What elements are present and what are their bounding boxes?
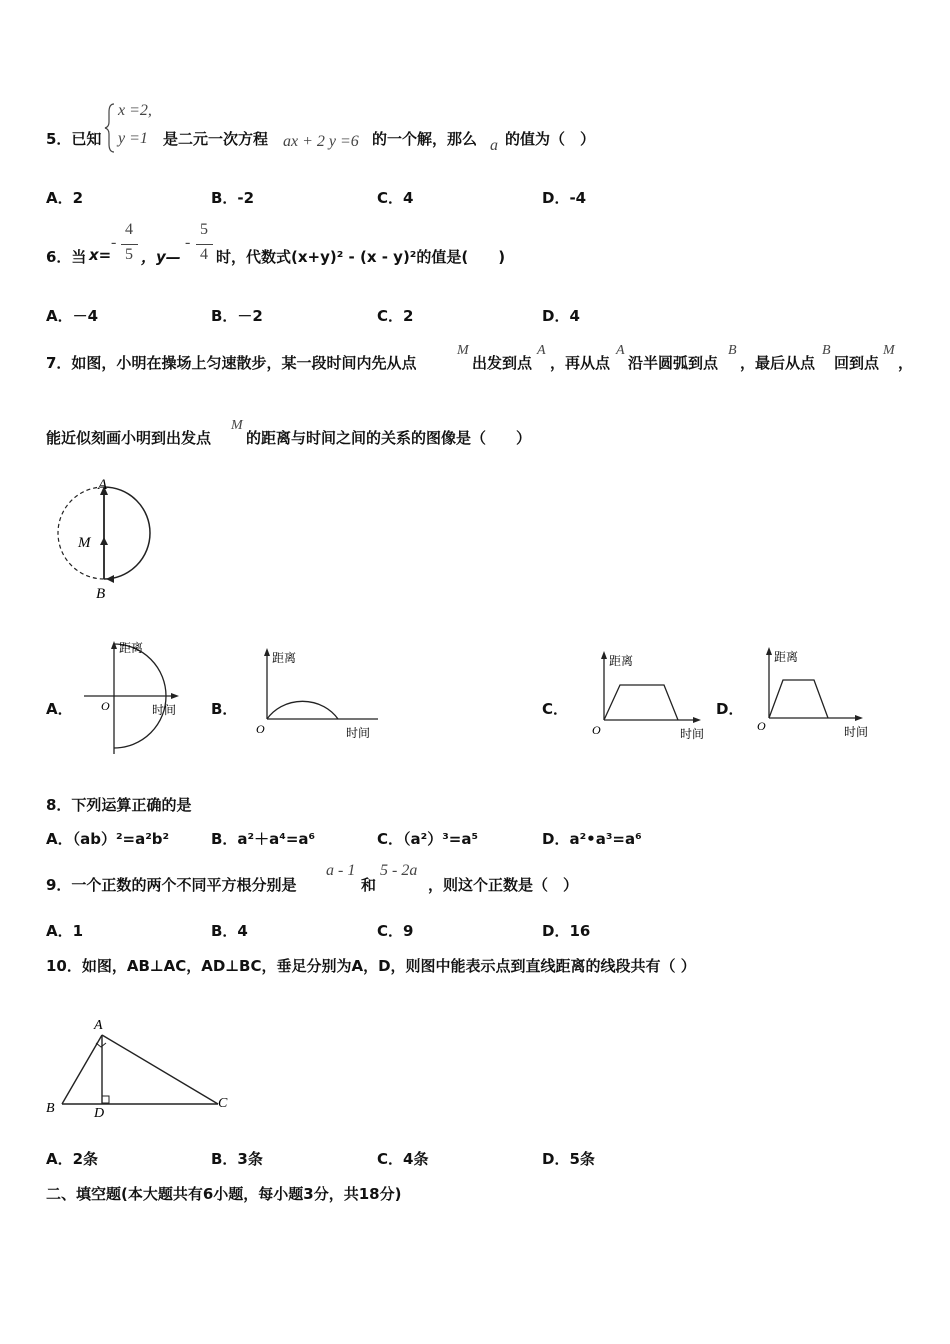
q6-x-frac-num: 4	[125, 221, 133, 238]
q6-stem-rest: 时，代数式(x+y)² - (x - y)²的值是( )	[216, 248, 506, 266]
q10-fig-label-d: D	[94, 1106, 105, 1120]
q9-expr1: a - 1	[326, 862, 356, 879]
q7-graph-b-ylabel: 距离	[272, 651, 297, 665]
q5-equation: ax + 2 y =6	[283, 133, 359, 150]
q5-option-b[interactable]: B．-2	[211, 189, 255, 207]
q5-variable: a	[490, 137, 498, 154]
q6-x-frac-den: 5	[125, 246, 133, 263]
q6-y-label: ，y—	[141, 248, 181, 266]
q5-option-d[interactable]: D．-4	[542, 189, 587, 207]
q9-option-c[interactable]: C．9	[377, 922, 414, 940]
section-2-title: 二、填空题(本大题共有6小题，每小题3分，共18分)	[46, 1185, 402, 1203]
q7-graph-a-xlabel: 时间	[152, 703, 177, 717]
q7-option-d[interactable]: D．	[716, 700, 744, 718]
q9-expr2: 5 - 2a	[380, 862, 418, 879]
q9-option-b[interactable]: B．4	[211, 922, 248, 940]
q10-option-b[interactable]: B．3条	[211, 1150, 263, 1168]
q6-option-b[interactable]: B．－2	[211, 307, 263, 325]
q7-fig-label-m: M	[78, 535, 91, 551]
q6-y-frac-den: 4	[200, 246, 208, 263]
q5-system-line1: x =2,	[118, 102, 152, 119]
q7-line1-d: 沿半圆弧到点	[628, 354, 719, 372]
q9-option-d[interactable]: D．16	[542, 922, 591, 940]
q7-graph-b-origin: O	[256, 722, 265, 736]
q5-stem-end: 的值为（ ）	[505, 130, 596, 148]
q6-y-frac-bar	[196, 244, 213, 245]
q8-stem: 8．下列运算正确的是	[46, 796, 192, 814]
q10-fig-label-a: A	[94, 1018, 103, 1033]
q5-number: 5．已知	[46, 130, 102, 148]
q7-graph-c-ylabel: 距离	[609, 654, 634, 668]
q10-fig-label-b: B	[46, 1101, 55, 1116]
q7-line1-f: 回到点	[834, 354, 880, 372]
q10-fig-label-c: C	[218, 1096, 228, 1111]
q7-point-m: M	[457, 343, 469, 358]
q9-stem-a: 9．一个正数的两个不同平方根分别是	[46, 876, 297, 894]
q6-y-minus: -	[185, 234, 191, 251]
q7-path-figure	[48, 475, 160, 605]
q7-point-a-2: A	[616, 343, 625, 358]
q7-option-c[interactable]: C．	[542, 700, 569, 718]
q5-option-a[interactable]: A．2	[46, 189, 84, 207]
q7-point-m-2: M	[883, 343, 895, 358]
q7-line2-a: 能近似刻画小明到出发点	[46, 429, 212, 447]
q7-graph-b	[250, 645, 380, 743]
q10-option-a[interactable]: A．2条	[46, 1150, 99, 1168]
q7-point-m-3: M	[231, 418, 243, 433]
q9-option-a[interactable]: A．1	[46, 922, 84, 940]
q8-option-c[interactable]: C．（a²）³=a⁵	[377, 830, 479, 848]
q9-stem-b: ，则这个正数是（ ）	[428, 876, 579, 894]
q7-graph-d	[752, 644, 877, 744]
q7-graph-d-xlabel: 时间	[844, 725, 869, 739]
q5-stem-mid: 是二元一次方程	[163, 130, 269, 148]
q7-point-b: B	[728, 343, 737, 358]
q9-stem-mid: 和	[361, 876, 377, 894]
q6-x-minus: -	[111, 234, 117, 251]
q7-line1-g: ，	[898, 354, 914, 372]
q6-x-label: x=	[89, 246, 112, 264]
q6-x-frac-bar	[121, 244, 138, 245]
q8-option-b[interactable]: B．a²＋a⁴=a⁶	[211, 830, 316, 848]
q10-option-c[interactable]: C．4条	[377, 1150, 429, 1168]
q5-stem-tail: 的一个解，那么	[372, 130, 478, 148]
q7-graph-a	[82, 638, 192, 756]
q7-graph-c	[586, 648, 716, 746]
q7-point-b-2: B	[822, 343, 831, 358]
q7-line1-a: 7．如图，小明在操场上匀速散步，某一段时间内先从点	[46, 354, 417, 372]
q6-y-frac-num: 5	[200, 221, 208, 238]
q6-option-d[interactable]: D．4	[542, 307, 580, 325]
q6-number: 6．当	[46, 248, 87, 266]
q5-system-line2: y =1	[118, 130, 148, 147]
q6-option-a[interactable]: A．－4	[46, 307, 99, 325]
q7-graph-c-xlabel: 时间	[680, 727, 705, 741]
q7-line1-c: ，再从点	[550, 354, 611, 372]
q7-fig-label-b: B	[96, 586, 106, 602]
q7-fig-label-a: A	[98, 477, 108, 493]
q8-option-a[interactable]: A．（ab）²=a²b²	[46, 830, 170, 848]
q7-option-b[interactable]: B．	[211, 700, 238, 718]
q7-line1-e: ，最后从点	[740, 354, 816, 372]
q6-option-c[interactable]: C．2	[377, 307, 414, 325]
q10-option-d[interactable]: D．5条	[542, 1150, 595, 1168]
q10-triangle-figure	[40, 1015, 240, 1120]
q10-stem: 10．如图，AB⊥AC，AD⊥BC，垂足分别为A，D，则图中能表示点到直线距离的线段共有（ ）	[46, 957, 696, 975]
q7-graph-d-origin: O	[757, 719, 766, 733]
q7-point-a: A	[537, 343, 546, 358]
q7-graph-a-origin: O	[101, 699, 110, 713]
q7-option-a[interactable]: A．	[46, 700, 73, 718]
q7-graph-a-ylabel: 距离	[119, 641, 144, 655]
q7-line1-b: 出发到点	[472, 354, 533, 372]
q7-line2-b: 的距离与时间之间的关系的图像是（ ）	[246, 429, 532, 447]
q7-graph-d-ylabel: 距离	[774, 650, 799, 664]
q7-graph-c-origin: O	[592, 723, 601, 737]
q5-option-c[interactable]: C．4	[377, 189, 414, 207]
q8-option-d[interactable]: D．a²•a³=a⁶	[542, 830, 642, 848]
q7-graph-b-xlabel: 时间	[346, 726, 371, 740]
